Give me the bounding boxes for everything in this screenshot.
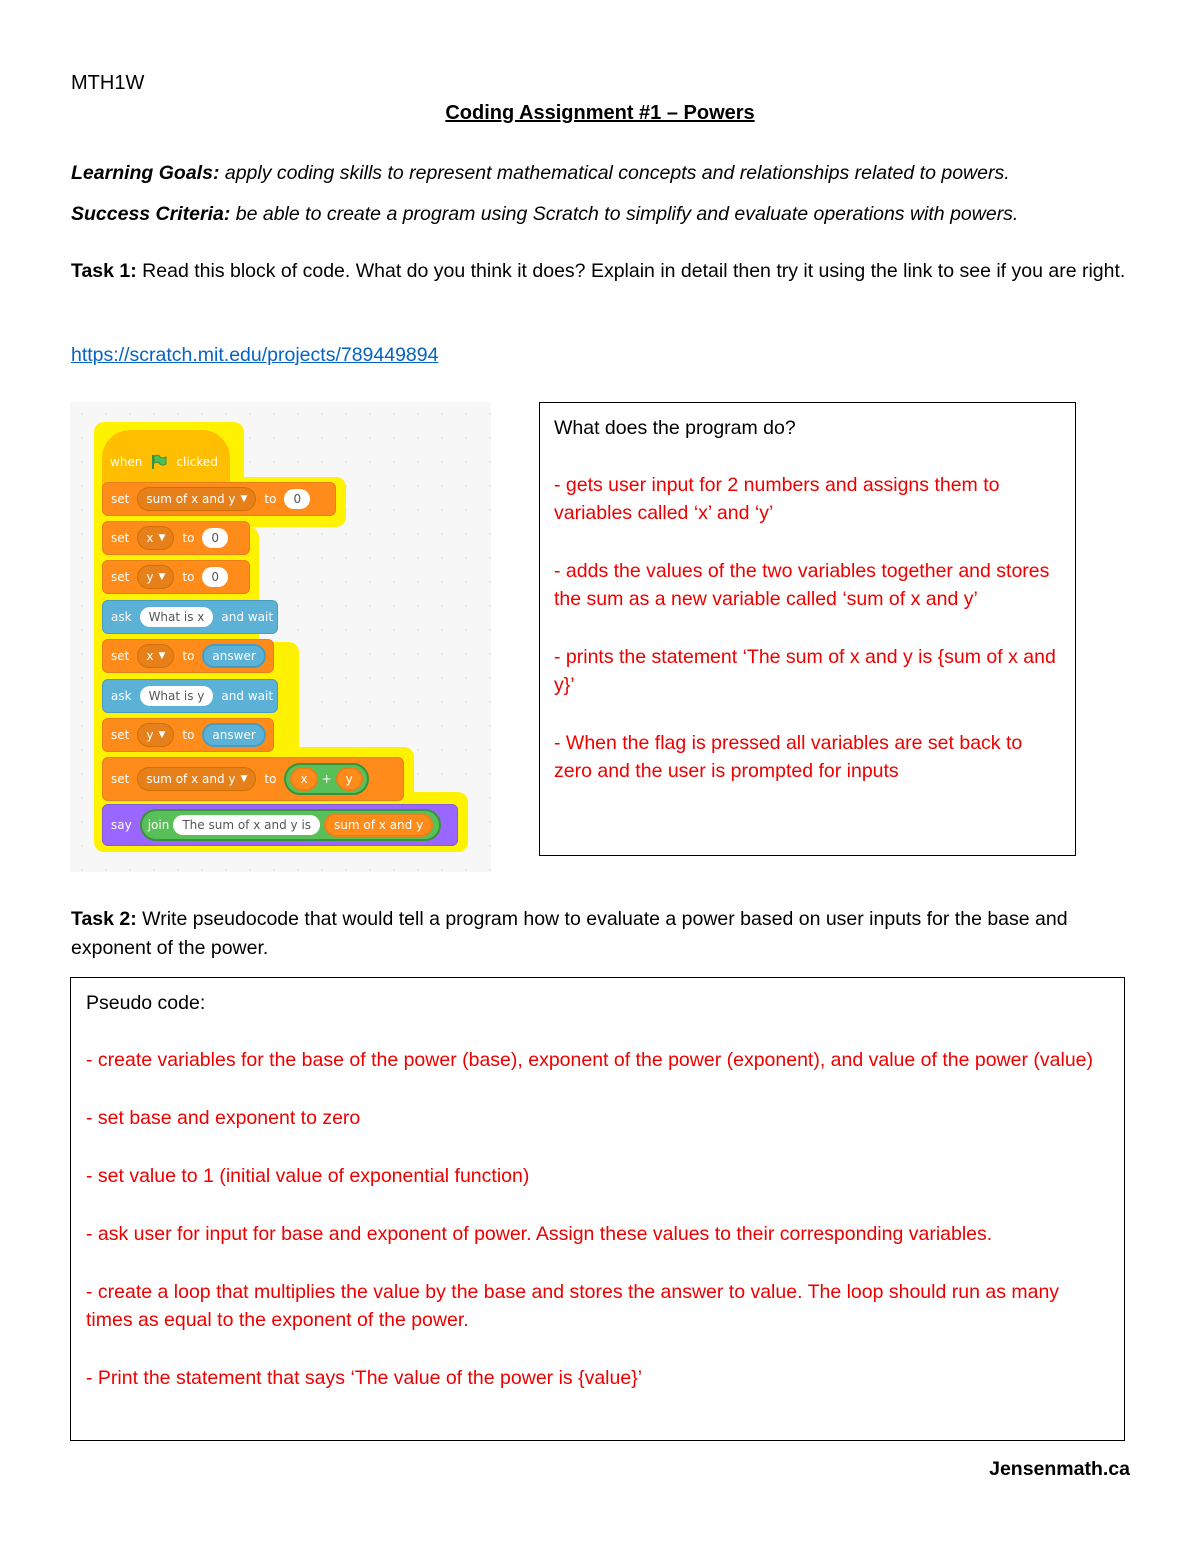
course-code: MTH1W	[71, 72, 145, 94]
ask-x-block: ask What is x and wait	[102, 600, 278, 634]
box2-answer-6: - Print the statement that says ‘The value of the power is {value}’	[86, 1367, 643, 1389]
success-criteria	[71, 201, 1151, 227]
learning-goals-label: Learning Goals:	[71, 162, 220, 184]
set-sum-add-block: set sum of x and y ▼ to x + y	[102, 757, 404, 801]
add-operator: x + y	[284, 763, 368, 795]
learning-goals	[71, 160, 1151, 186]
success-criteria-text: be able to create a program using Scratch to simplify and evaluate operations with powers.	[230, 203, 1019, 225]
set-x-block: set x ▼ to 0	[102, 521, 250, 555]
box2-answer-5: - create a loop that multiplies the value by the base and stores the answer to value. The loop should run as many times as equal to the exponent of the power.	[86, 1281, 1060, 1331]
box2-answer-3: - set value to 1 (initial value of exponential function)	[86, 1165, 530, 1187]
task1-label: Task 1:	[71, 260, 137, 282]
set-y-block: set y ▼ to 0	[102, 560, 250, 594]
say-block: say join The sum of x and y is sum of x and y	[102, 804, 458, 846]
box1-title: What does the program do?	[554, 417, 796, 439]
box1-answer-1: - gets user input for 2 numbers and assigns them to variables called ‘x’ and ‘y’	[554, 474, 1000, 524]
scratch-project-link[interactable]: https://scratch.mit.edu/projects/789449894	[71, 344, 439, 366]
task1-text: Read this block of code. What do you think it does? Explain in detail then try it using the link to see if you are right.	[136, 260, 1126, 282]
task1-prompt	[71, 257, 1141, 286]
set-x-answer-block: set x ▼ to answer	[102, 639, 274, 673]
box2-title: Pseudo code:	[86, 992, 206, 1014]
box1-answer-2: - adds the values of the two variables together and stores the sum as a new variable called ‘sum of x and y’	[554, 560, 1050, 610]
task2-label: Task 2:	[71, 908, 137, 930]
footer-site: Jensenmath.ca	[989, 1458, 1130, 1480]
box2-answer-2: - set base and exponent to zero	[86, 1107, 361, 1129]
box2-answer-4: - ask user for input for base and exponent of power. Assign these values to their corresponding variables.	[86, 1223, 993, 1245]
scratch-code-image	[70, 402, 491, 872]
set-y-answer-block: set y ▼ to answer	[102, 718, 274, 752]
when-flag-clicked-block	[110, 454, 218, 470]
task2-prompt	[71, 905, 1141, 963]
answer-box-program	[539, 402, 1076, 856]
learning-goals-text: apply coding skills to represent mathematical concepts and relationships related to powers.	[219, 162, 1010, 184]
box1-answer-3: - prints the statement ‘The sum of x and y is {sum of x and y}’	[554, 646, 1056, 696]
box2-answer-1: - create variables for the base of the power (base), exponent of the power (exponent), and value of the power (value)	[86, 1049, 1094, 1071]
task2-text: Write pseudocode that would tell a program how to evaluate a power based on user inputs for the base and exponent of the power.	[71, 908, 1068, 959]
green-flag-icon	[150, 454, 168, 470]
set-sum-block: set sum of x and y ▼ to 0	[102, 482, 336, 516]
box1-answer-4: - When the flag is pressed all variables are set back to zero and the user is prompted for inputs	[554, 732, 1023, 782]
hat-clicked: clicked	[176, 455, 218, 469]
hat-when: when	[110, 455, 143, 469]
success-criteria-label: Success Criteria:	[71, 203, 231, 225]
answer-box-pseudocode	[70, 977, 1125, 1441]
join-operator: join The sum of x and y is sum of x and y	[140, 809, 441, 841]
page-title: Coding Assignment #1 – Powers	[445, 102, 755, 124]
ask-y-block: ask What is y and wait	[102, 679, 278, 713]
